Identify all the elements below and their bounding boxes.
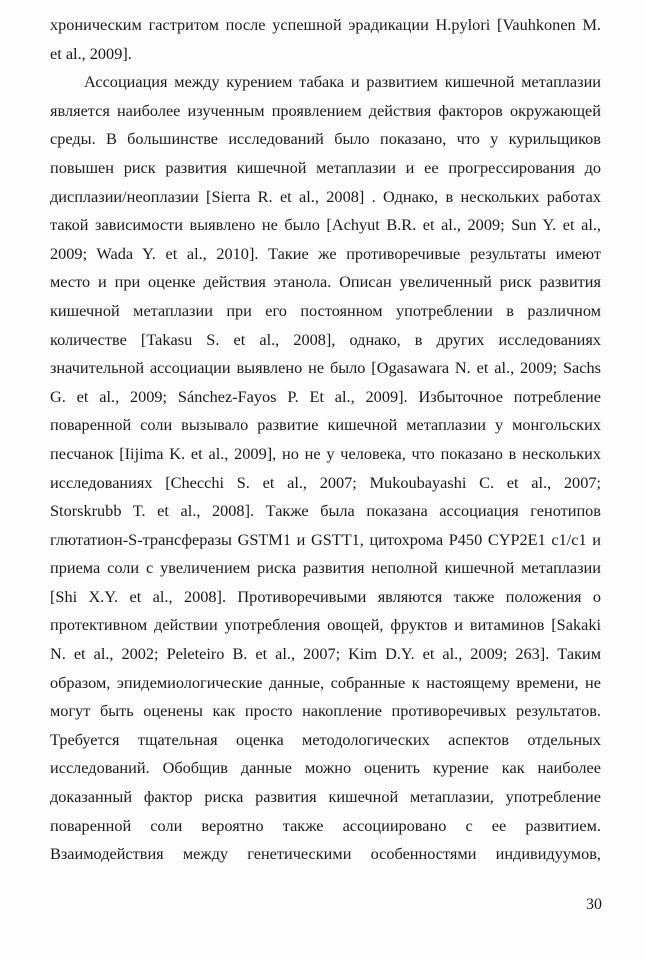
text-line: доказанный фактор риска развития кишечной метаплазии, употребление — [50, 787, 601, 807]
text-line: протективном действии употребления овощей, фруктов и витаминов [Sakaki — [50, 615, 601, 635]
text-line: такой зависимости выявлено не было [Achyut B.R. et al., 2009; Sun Y. et al., — [50, 215, 601, 235]
page-number: 30 — [586, 896, 602, 913]
text-line: et al., 2009]. — [50, 43, 132, 63]
text-line: хроническим гастритом после успешной эрадикации H.pylori [Vauhkonen M. — [50, 15, 601, 34]
text-line: Взаимодействия между генетическими особенностями индивидуумов, — [50, 844, 601, 864]
text-line: поваренной соли вызывало развитие кишечной метаплазии у монгольских — [50, 415, 601, 435]
text-line: кишечной метаплазии при его постоянном употреблении в различном — [50, 300, 601, 320]
text-line: место и при оценке действия этанола. Описан увеличенный риск развития — [50, 272, 601, 292]
text-line: глютатион-S-трансферазы GSTM1 и GSTT1, цитохрома P450 CYP2E1 c1/c1 и — [50, 529, 601, 549]
text-line: N. et al., 2002; Peleteiro B. et al., 2007; Kim D.Y. et al., 2009; 263]. Таким — [50, 644, 601, 664]
text-line: 2009; Wada Y. et al., 2010]. Такие же противоречивые результаты имеют — [50, 243, 601, 263]
text-line: образом, эпидемиологические данные, собранные к настоящему времени, не — [50, 672, 601, 692]
text-line: приема соли с увеличением риска развития неполной кишечной метаплазии — [50, 558, 601, 578]
text-line: значительной ассоциации выявлено не было [Ogasawara N. et al., 2009; Sachs — [50, 358, 601, 378]
text-line: исследований. Обобщив данные можно оценить курение как наиболее — [50, 758, 601, 778]
text-line: Ассоциация между курением табака и развитием кишечной метаплазии — [84, 72, 601, 92]
body-text — [50, 11, 601, 869]
text-line: количестве [Takasu S. et al., 2008], однако, в других исследованиях — [50, 329, 601, 349]
text-line: поваренной соли вероятно также ассоциировано с ее развитием. — [50, 815, 601, 835]
text-line: G. et al., 2009; Sánchez-Fayos P. Et al., 2009]. Избыточное потребление — [50, 386, 601, 406]
text-line: среды. В большинстве исследований было показано, что у курильщиков — [50, 129, 601, 149]
text-line: Storskrubb T. et al., 2008]. Также была показана ассоциация генотипов — [50, 501, 601, 521]
text-line: дисплазии/неоплазии [Sierra R. et al., 2008] . Однако, в нескольких работах — [50, 186, 601, 206]
text-line: могут быть оценены как просто накопление противоречивых результатов. — [50, 701, 601, 721]
text-line: песчанок [Iijima K. et al., 2009], но не у человека, что показано в нескольких — [50, 443, 601, 463]
text-line: [Shi X.Y. et al., 2008]. Противоречивыми являются также положения о — [50, 586, 601, 606]
text-line: является наиболее изученным проявлением действия факторов окружающей — [50, 100, 601, 120]
text-line: повышен риск развития кишечной метаплазии и ее прогрессирования до — [50, 157, 601, 177]
text-line: исследованиях [Checchi S. et al., 2007; Mukoubayashi C. et al., 2007; — [50, 472, 601, 492]
text-line: Требуется тщательная оценка методологических аспектов отдельных — [50, 729, 601, 749]
